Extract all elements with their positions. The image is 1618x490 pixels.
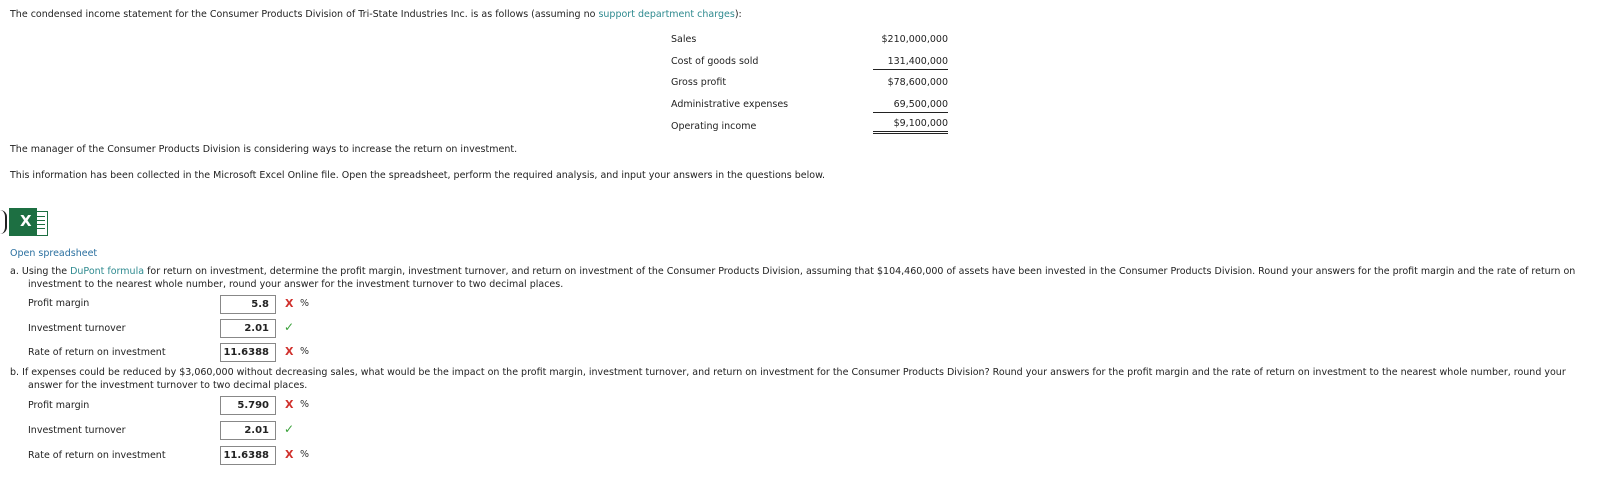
qa-investment-turnover-input[interactable]: 2.01 — [220, 319, 276, 338]
statement-value-gross-profit: $78,600,000 — [887, 77, 948, 88]
x-mark-icon: X — [285, 448, 294, 461]
statement-label-operating-income: Operating income — [671, 121, 757, 132]
open-spreadsheet-link[interactable]: Open spreadsheet — [10, 248, 98, 259]
qa-roi-input[interactable]: 11.6388 — [220, 343, 276, 362]
qb-profit-margin-label: Profit margin — [28, 400, 90, 411]
statement-label-gross-profit: Gross profit — [671, 77, 727, 88]
statement-double-rule — [873, 133, 948, 134]
statement-value-operating-income: $9,100,000 — [893, 118, 948, 129]
qa-profit-margin-input[interactable]: 5.8 — [220, 295, 276, 314]
question-a — [10, 265, 1610, 291]
intro-text — [10, 9, 742, 20]
percent-sign: % — [300, 399, 310, 410]
x-mark-icon: X — [285, 345, 294, 358]
qa-profit-margin-label: Profit margin — [28, 298, 90, 309]
question-b-line2: answer for the investment turnover to two decimal places. — [28, 380, 308, 391]
statement-value-sales: $210,000,000 — [881, 34, 948, 45]
question-a-line1: for return on investment, determine the profit margin, investment turnover, and return on investment of the Consumer Products Division, assuming that $104,460,000 of assets have been invested in the Consumer Products Division. Round your answers for the profit margin and the rate of return on — [144, 266, 1576, 277]
statement-value-admin-expenses: 69,500,000 — [893, 99, 948, 110]
qb-roi-input[interactable]: 11.6388 — [220, 446, 276, 465]
statement-rule — [873, 131, 948, 132]
statement-rule — [873, 112, 948, 113]
percent-sign: % — [300, 346, 310, 357]
qa-roi-label: Rate of return on investment — [28, 347, 166, 358]
dupont-formula-link[interactable]: DuPont formula — [70, 266, 145, 277]
statement-label-admin-expenses: Administrative expenses — [671, 99, 789, 110]
qb-roi-label: Rate of return on investment — [28, 450, 166, 461]
statement-value-cogs: 131,400,000 — [887, 56, 948, 67]
excel-badge — [9, 208, 37, 236]
percent-sign: % — [300, 298, 310, 309]
support-department-charges-link[interactable]: support department charges — [598, 9, 735, 20]
statement-label-cogs: Cost of goods sold — [671, 56, 759, 67]
intro-after: ): — [734, 9, 742, 20]
statement-rule — [873, 69, 948, 70]
excel-x-glyph: X — [20, 212, 32, 230]
check-mark-icon: ✓ — [284, 320, 295, 334]
statement-label-sales: Sales — [671, 34, 697, 45]
question-a-line2: investment to the nearest whole number, round your answer for the investment turnover to two decimal places. — [28, 279, 564, 290]
question-a-prefix: a. Using the — [10, 266, 71, 277]
qa-investment-turnover-label: Investment turnover — [28, 323, 126, 334]
check-mark-icon: ✓ — [284, 422, 295, 436]
question-b — [10, 366, 1610, 392]
qb-investment-turnover-label: Investment turnover — [28, 425, 126, 436]
excel-icon[interactable] — [0, 208, 60, 238]
manager-paragraph: The manager of the Consumer Products Division is considering ways to increase the return on investment. — [10, 144, 518, 155]
instructions-paragraph: This information has been collected in the Microsoft Excel Online file. Open the spreadsheet, perform the required analysis, and input your answers in the questions below. — [10, 170, 826, 181]
question-b-line1: b. If expenses could be reduced by $3,060,000 without decreasing sales, what would be the impact on the profit margin, investment turnover, and return on investment for the Consumer Products Division? Round your answers for the profit margin and the rate of return on investment to the nearest whole number, round your — [10, 367, 1566, 378]
x-mark-icon: X — [285, 297, 294, 310]
percent-sign: % — [300, 449, 310, 460]
qb-profit-margin-input[interactable]: 5.790 — [220, 396, 276, 415]
icon-edge — [0, 210, 7, 234]
qb-investment-turnover-input[interactable]: 2.01 — [220, 421, 276, 440]
x-mark-icon: X — [285, 398, 294, 411]
intro-before: The condensed income statement for the Consumer Products Division of Tri-State Industries Inc. is as follows (assuming no — [10, 9, 599, 20]
